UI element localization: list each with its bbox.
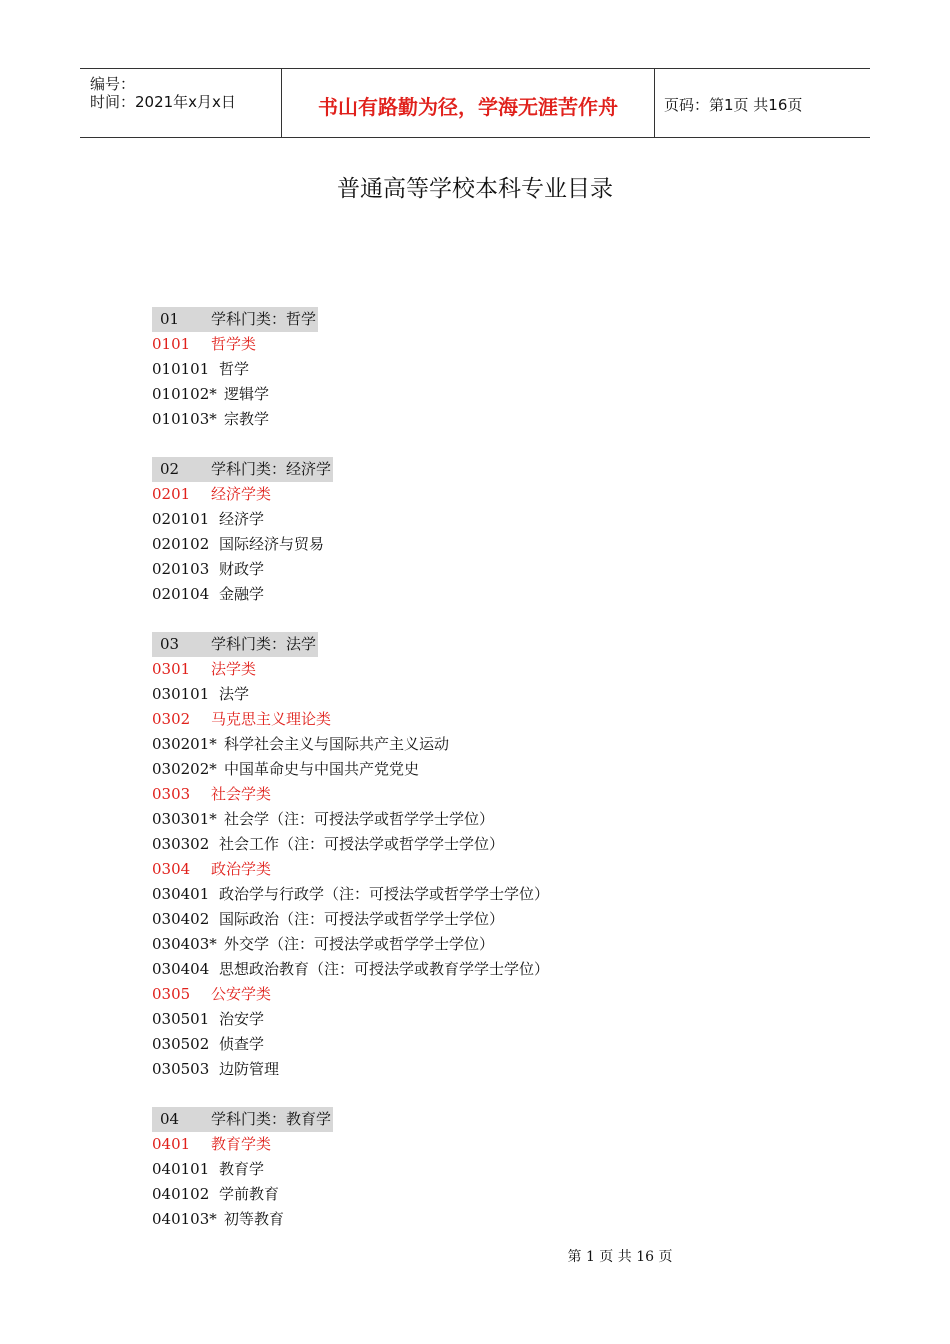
major-name: 社会工作（注：可授法学或哲学学士学位） (219, 835, 505, 853)
section-gap (152, 607, 549, 632)
catalog-list (152, 307, 549, 1232)
discipline-heading (152, 1107, 549, 1132)
header-number-label: 编号： (90, 75, 136, 93)
major-item (152, 1157, 549, 1182)
major-name: 外交学（注：可授法学或哲学学士学位） (224, 935, 495, 953)
page-header (80, 68, 870, 138)
major-name: 社会学（注：可授法学或哲学学士学位） (224, 810, 495, 828)
major-code: 030302 (152, 835, 210, 853)
major-item (152, 757, 549, 782)
category-code: 0303 (152, 785, 191, 803)
major-code: 030402 (152, 910, 210, 928)
category-heading (152, 332, 549, 357)
category-name: 哲学类 (211, 335, 257, 353)
category-name: 法学类 (211, 660, 257, 678)
major-name: 边防管理 (219, 1060, 280, 1078)
major-name: 科学社会主义与国际共产主义运动 (224, 735, 450, 753)
major-item (152, 557, 549, 582)
major-code: 010101 (152, 360, 210, 378)
category-name: 社会学类 (211, 785, 272, 803)
category-heading (152, 707, 549, 732)
major-item (152, 832, 549, 857)
major-name: 侦查学 (219, 1035, 265, 1053)
major-item (152, 1007, 549, 1032)
category-code: 0305 (152, 985, 191, 1003)
major-item (152, 932, 549, 957)
category-code: 0201 (152, 485, 191, 503)
major-code: 020102 (152, 535, 210, 553)
major-item (152, 1032, 549, 1057)
major-item (152, 1207, 549, 1232)
major-item (152, 882, 549, 907)
major-name: 财政学 (219, 560, 265, 578)
header-motto: 书山有路勤为径，学海无涯苦作舟 (318, 95, 618, 119)
major-name: 国际政治（注：可授法学或哲学学士学位） (219, 910, 505, 928)
discipline-heading (152, 632, 549, 657)
major-name: 教育学 (219, 1160, 265, 1178)
major-name: 经济学 (219, 510, 265, 528)
section-gap (152, 1082, 549, 1107)
section-gap (152, 432, 549, 457)
major-item (152, 532, 549, 557)
major-name: 学前教育 (219, 1185, 280, 1203)
category-code: 0401 (152, 1135, 191, 1153)
major-item (152, 1182, 549, 1207)
major-name: 哲学 (219, 360, 250, 378)
major-code: 030202* (152, 760, 217, 778)
category-heading (152, 857, 549, 882)
major-item (152, 682, 549, 707)
major-code: 030501 (152, 1010, 210, 1028)
major-code: 010103* (152, 410, 217, 428)
major-code: 040101 (152, 1160, 210, 1178)
major-code: 040102 (152, 1185, 210, 1203)
major-code: 040103* (152, 1210, 217, 1228)
discipline-label (152, 457, 333, 482)
major-code: 030404 (152, 960, 210, 978)
discipline-code: 03 (160, 635, 180, 653)
major-name: 逻辑学 (224, 385, 270, 403)
category-heading (152, 782, 549, 807)
category-heading (152, 657, 549, 682)
discipline-label (152, 1107, 333, 1132)
category-code: 0304 (152, 860, 191, 878)
header-page-info: 页码：第1页 共16页 (664, 96, 803, 114)
discipline-label (152, 307, 318, 332)
category-heading (152, 982, 549, 1007)
major-code: 030401 (152, 885, 210, 903)
discipline-code: 02 (160, 460, 180, 478)
header-time-label: 时间：2021年x月x日 (90, 93, 236, 111)
discipline-label (152, 632, 318, 657)
major-item (152, 507, 549, 532)
major-item (152, 382, 549, 407)
major-name: 中国革命史与中国共产党党史 (224, 760, 420, 778)
category-heading (152, 1132, 549, 1157)
major-name: 宗教学 (224, 410, 270, 428)
category-name: 马克思主义理论类 (211, 710, 332, 728)
discipline-code: 01 (160, 310, 180, 328)
major-name: 治安学 (219, 1010, 265, 1028)
major-name: 法学 (219, 685, 250, 703)
major-name: 政治学与行政学（注：可授法学或哲学学士学位） (219, 885, 550, 903)
discipline-name: 学科门类：哲学 (211, 310, 317, 328)
discipline-name: 学科门类：法学 (211, 635, 317, 653)
major-item (152, 357, 549, 382)
major-code: 010102* (152, 385, 217, 403)
major-item (152, 1057, 549, 1082)
major-code: 020103 (152, 560, 210, 578)
header-divider (654, 69, 655, 137)
category-heading (152, 482, 549, 507)
major-item (152, 407, 549, 432)
page-footer: 第 1 页 共 16 页 (567, 1249, 673, 1265)
major-name: 思想政治教育（注：可授法学或教育学学士学位） (219, 960, 550, 978)
major-name: 国际经济与贸易 (219, 535, 325, 553)
category-name: 经济学类 (211, 485, 272, 503)
discipline-name: 学科门类：经济学 (211, 460, 332, 478)
major-code: 030403* (152, 935, 217, 953)
discipline-heading (152, 307, 549, 332)
major-name: 金融学 (219, 585, 265, 603)
major-item (152, 582, 549, 607)
major-name: 初等教育 (224, 1210, 285, 1228)
discipline-name: 学科门类：教育学 (211, 1110, 332, 1128)
discipline-heading (152, 457, 549, 482)
major-item (152, 807, 549, 832)
page-title: 普通高等学校本科专业目录 (337, 176, 613, 202)
major-code: 030502 (152, 1035, 210, 1053)
category-name: 教育学类 (211, 1135, 272, 1153)
category-name: 政治学类 (211, 860, 272, 878)
discipline-code: 04 (160, 1110, 180, 1128)
major-code: 030503 (152, 1060, 210, 1078)
category-name: 公安学类 (211, 985, 272, 1003)
major-code: 030101 (152, 685, 210, 703)
category-code: 0301 (152, 660, 191, 678)
category-code: 0302 (152, 710, 191, 728)
major-item (152, 732, 549, 757)
major-code: 020101 (152, 510, 210, 528)
major-code: 030201* (152, 735, 217, 753)
major-code: 030301* (152, 810, 217, 828)
major-item (152, 907, 549, 932)
major-item (152, 957, 549, 982)
category-code: 0101 (152, 335, 191, 353)
major-code: 020104 (152, 585, 210, 603)
